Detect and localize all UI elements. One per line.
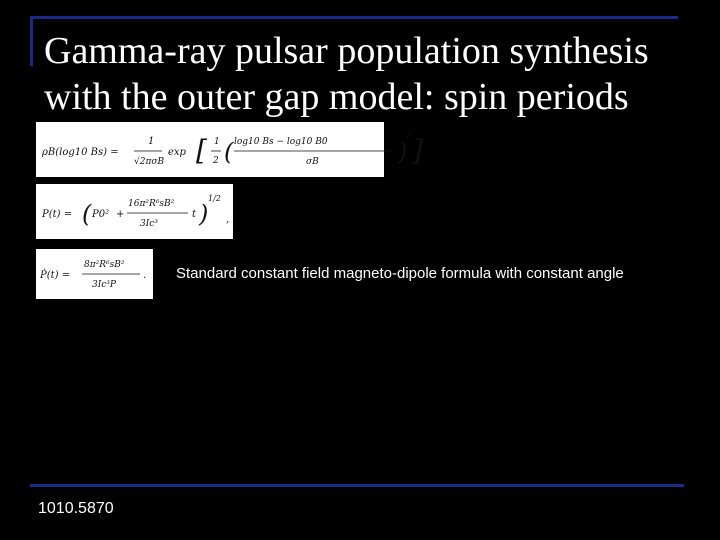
f1-bracket-left: [	[196, 134, 207, 167]
f1-log-den: σB	[306, 157, 319, 167]
f2-paren-right: )	[199, 200, 209, 228]
f2-paren-left: (	[82, 200, 92, 228]
f1-exp: exp	[168, 147, 186, 158]
f1-bracket-right: ]	[412, 134, 423, 167]
f2-t: t	[192, 209, 197, 220]
f2-tail: ,	[226, 214, 230, 225]
f3-frac-den: 3Ic³P	[92, 280, 116, 290]
f2-power: 1/2	[208, 194, 221, 203]
f3-tail: .	[143, 270, 147, 281]
f1-tail: ,	[424, 152, 428, 163]
f1-log-num: log10 Bs − log10 B0	[234, 137, 328, 147]
f1-coef-den: √2πσB	[134, 157, 165, 167]
f1-paren-left: (	[224, 138, 234, 166]
formula-period-evolution	[36, 184, 233, 239]
f1-lhs: ρB(log10 Bs) =	[42, 147, 119, 158]
formula-period-derivative	[36, 249, 153, 299]
f1-inner-den: 2	[213, 156, 219, 166]
slide-title: Gamma-ray pulsar population synthesis with the outer gap model: spin periods	[44, 30, 649, 118]
footer-reference: 1010.5870	[38, 500, 114, 517]
formula-field-distribution	[36, 122, 428, 177]
f2-frac-den: 3Ic³	[140, 219, 158, 229]
f3-lhs: Ṗ(t) =	[40, 270, 71, 281]
footer-rule	[30, 484, 684, 487]
f2-lhs: P(t) =	[42, 209, 73, 220]
f1-inner-num: 1	[214, 137, 220, 147]
f2-plus: +	[116, 209, 125, 220]
f2-p0: P0²	[92, 209, 110, 220]
f3-frac-num: 8π²R⁶sB²	[84, 260, 125, 270]
formula-caption: Standard constant field magneto-dipole formula with constant angle	[176, 265, 624, 282]
f2-frac-num: 16π²R⁶sB²	[128, 199, 175, 209]
f1-power: 2	[406, 131, 412, 140]
title-rule-top	[30, 16, 678, 19]
title-rule-left	[30, 16, 33, 66]
f1-paren-right: )	[398, 138, 408, 166]
f1-coef-num: 1	[148, 136, 155, 147]
